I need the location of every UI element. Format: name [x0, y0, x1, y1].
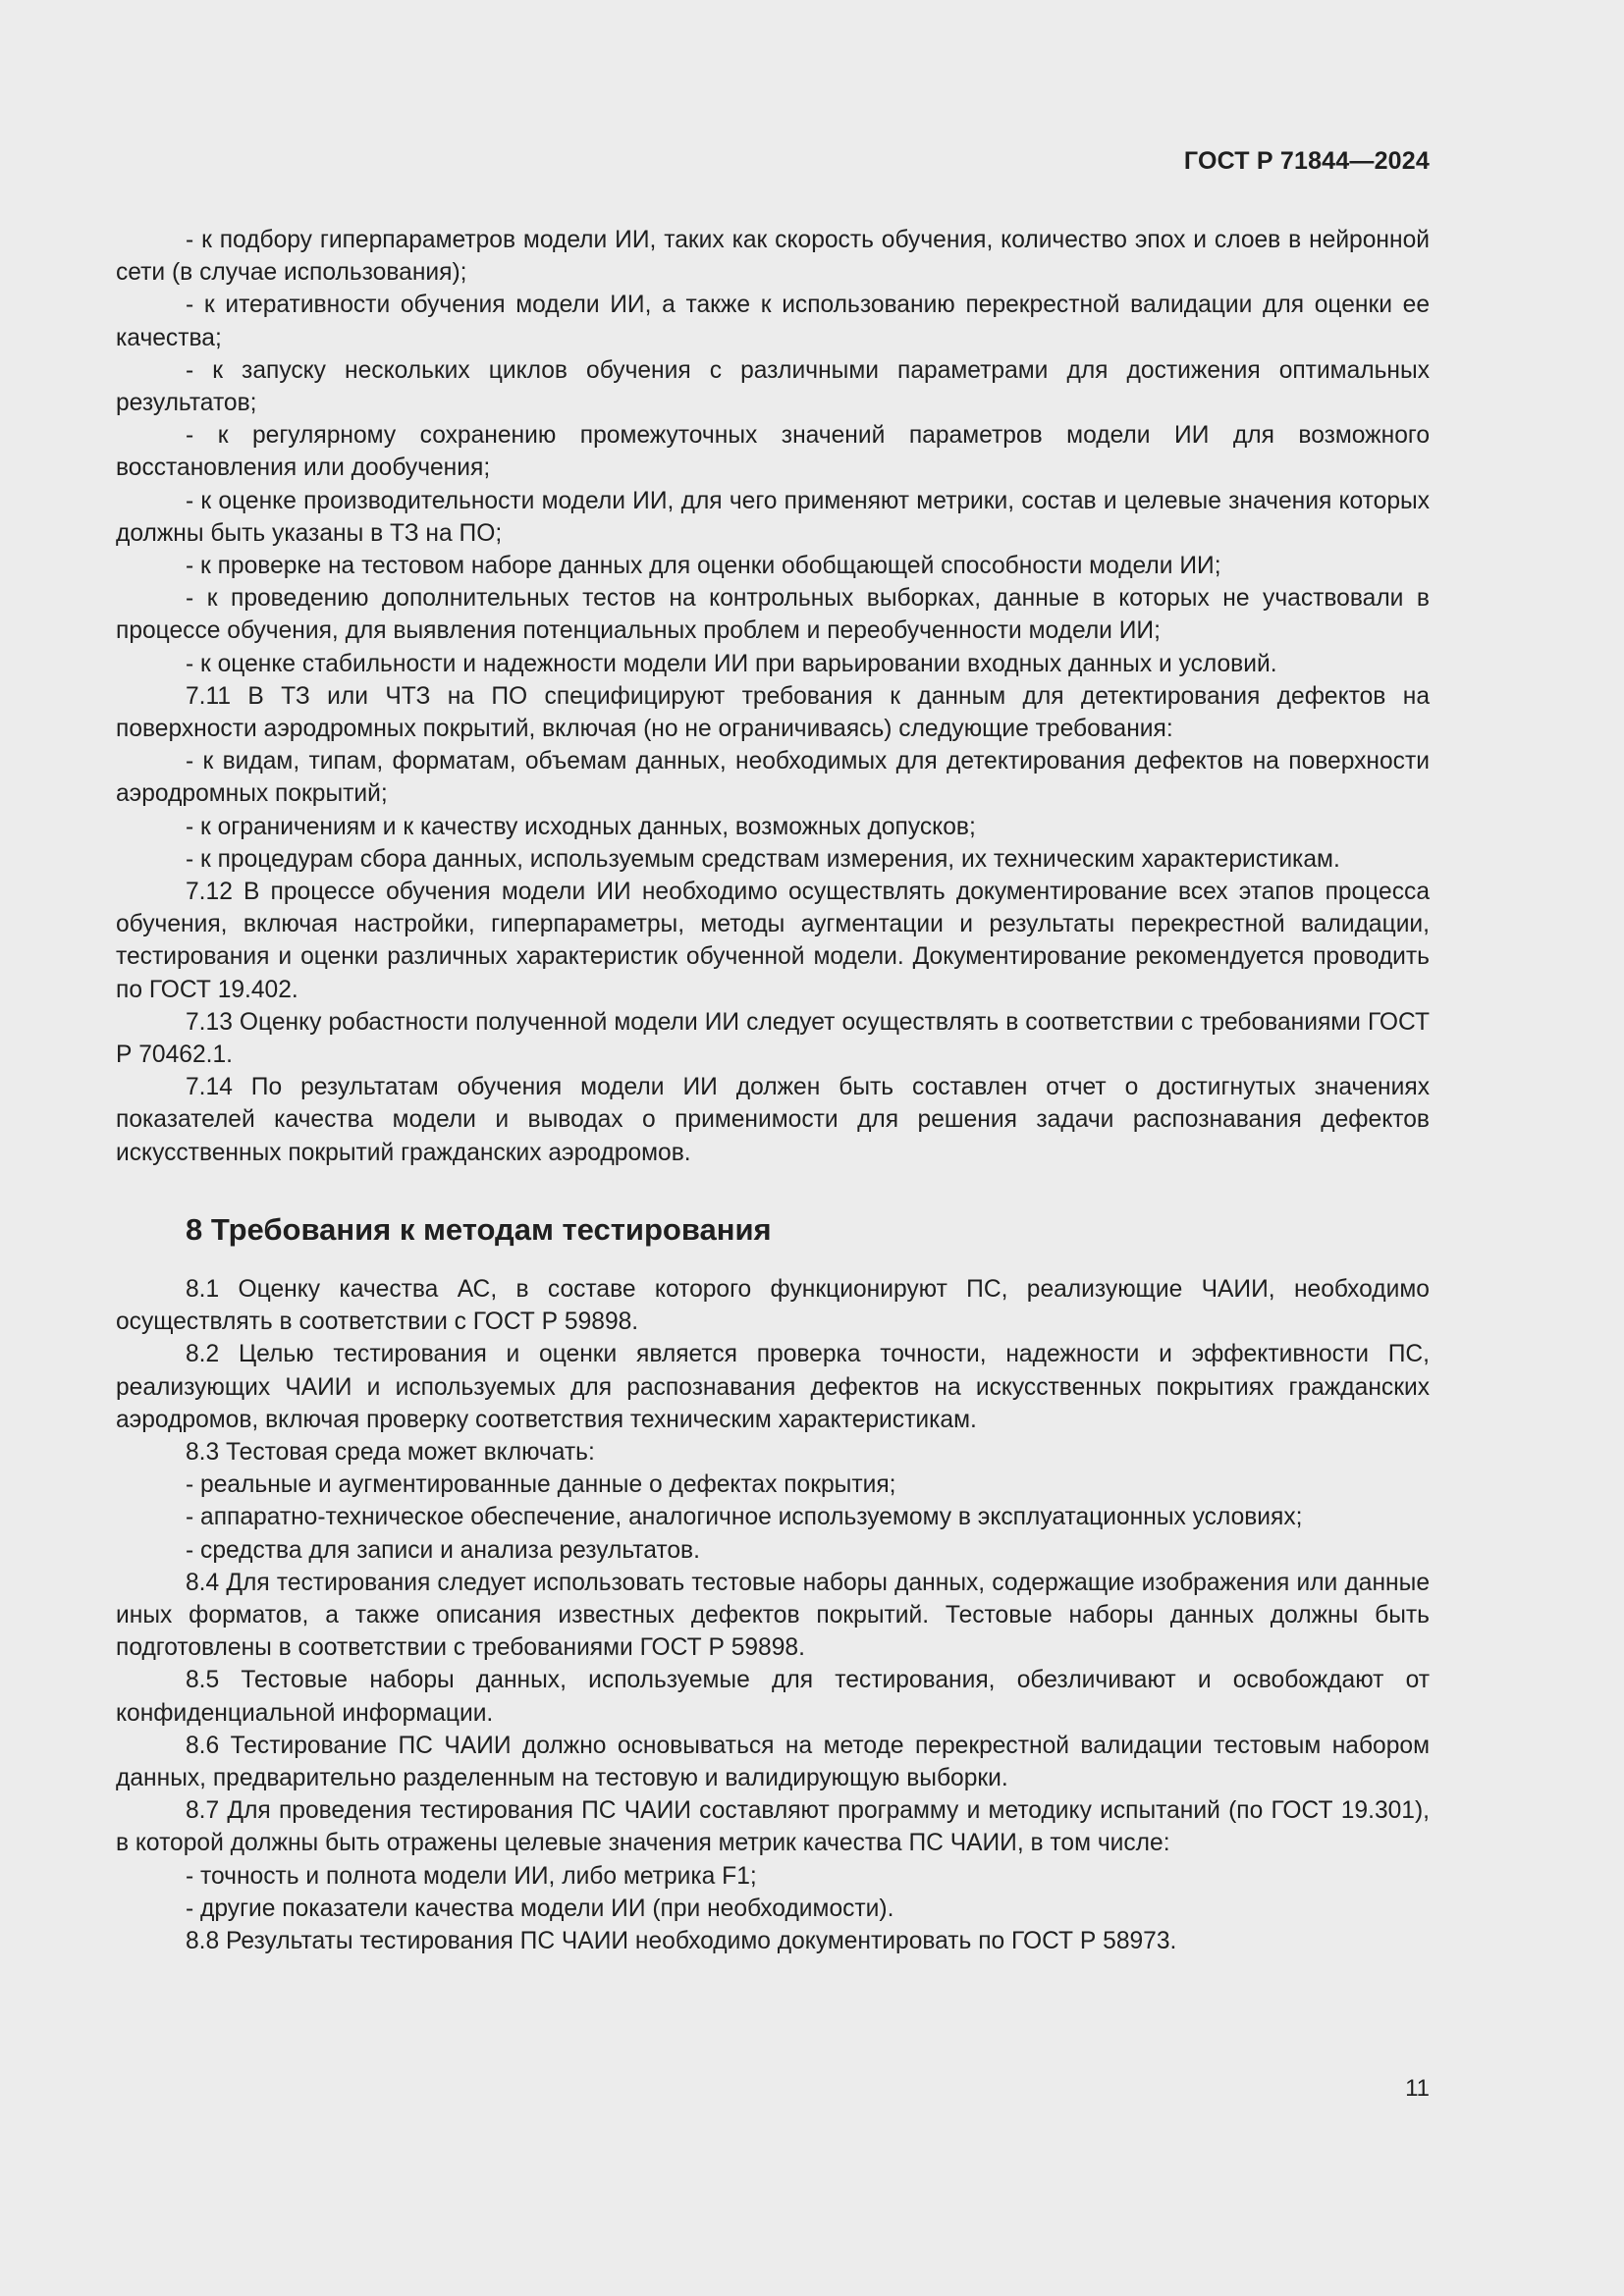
- paragraph: - к ограничениям и к качеству исходных данных, возможных допусков;: [186, 813, 976, 840]
- paragraph: 8.7 Для проведения тестирования ПС ЧАИИ составляют программу и методику испытаний (по ГОСТ 19.301), в которой должны быть отражены целевые значения метрик качества ПС ЧАИИ, в том числе:: [116, 1797, 1430, 1857]
- paragraph: - к оценке стабильности и надежности модели ИИ при варьировании входных данных и условий.: [186, 650, 1277, 677]
- paragraph: 7.11 В ТЗ или ЧТЗ на ПО специфицируют требования к данным для детектирования дефектов на поверхности аэродромных покрытий, включая (но не ограничиваясь) следующие требования:: [116, 682, 1430, 743]
- document-body: [116, 224, 1430, 1957]
- paragraph: - к видам, типам, форматам, объемам данных, необходимых для детектирования дефектов на поверхности аэродромных покрытий;: [116, 748, 1430, 808]
- paragraph: 8.8 Результаты тестирования ПС ЧАИИ необходимо документировать по ГОСТ Р 58973.: [186, 1927, 1177, 1954]
- paragraph: 8.5 Тестовые наборы данных, используемые для тестирования, обезличивают и освобождают от конфиденциальной информации.: [116, 1667, 1430, 1727]
- paragraph: - к регулярному сохранению промежуточных значений параметров модели ИИ для возможного восстановления или дообучения;: [116, 422, 1430, 482]
- paragraph: 8.2 Целью тестирования и оценки является проверка точности, надежности и эффективности ПС, реализующих ЧАИИ и используемых для распознавания дефектов на искусственных покрытиях гражданских аэродромов, включая проверку соответствия техническим характеристикам.: [116, 1341, 1430, 1433]
- paragraph: - к проверке на тестовом наборе данных для оценки обобщающей способности модели ИИ;: [186, 553, 1221, 580]
- paragraph: 8.4 Для тестирования следует использовать тестовые наборы данных, содержащие изображения или данные иных форматов, а также описания известных дефектов покрытий. Тестовые наборы данных должны быть подготовлены в соответствии с требованиями ГОСТ Р 59898.: [116, 1569, 1430, 1662]
- paragraph: - к процедурам сбора данных, используемым средствам измерения, их техническим характеристикам.: [186, 845, 1340, 873]
- section-heading: 8 Требования к методам тестирования: [186, 1211, 772, 1247]
- paragraph: - аппаратно-техническое обеспечение, аналогичное используемому в эксплуатационных условиях;: [186, 1504, 1303, 1531]
- paragraph: - другие показатели качества модели ИИ (при необходимости).: [186, 1895, 894, 1922]
- paragraph: 7.12 В процессе обучения модели ИИ необходимо осуществлять документирование всех этапов процесса обучения, включая настройки, гиперпараметры, методы аугментации и результаты перекрестной валидации, тестирования и оценки различных характеристик обученной модели. Документирование рекомендуется проводить по ГОСТ 19.402.: [116, 879, 1430, 1003]
- paragraph: 8.1 Оценку качества АС, в составе которого функционируют ПС, реализующие ЧАИИ, необходимо осуществлять в соответствии с ГОСТ Р 59898.: [116, 1275, 1430, 1336]
- page-number: 11: [1405, 2075, 1430, 2102]
- paragraph: - к запуску нескольких циклов обучения с различными параметрами для достижения оптимальных результатов;: [116, 356, 1430, 417]
- paragraph: - к проведению дополнительных тестов на контрольных выборках, данные в которых не участвовали в процессе обучения, для выявления потенциальных проблем и переобученности модели ИИ;: [116, 585, 1430, 645]
- paragraph: - к оценке производительности модели ИИ, для чего применяют метрики, состав и целевые значения которых должны быть указаны в ТЗ на ПО;: [116, 487, 1430, 547]
- paragraph: - к подбору гиперпараметров модели ИИ, таких как скорость обучения, количество эпох и слоев в нейронной сети (в случае использования);: [116, 227, 1430, 287]
- paragraph: - реальные и аугментированные данные о дефектах покрытия;: [186, 1471, 896, 1499]
- paragraph: 8.3 Тестовая среда может включать:: [186, 1438, 595, 1466]
- paragraph: 8.6 Тестирование ПС ЧАИИ должно основываться на методе перекрестной валидации тестовым набором данных, предварительно разделенным на тестовую и валидирующую выборки.: [116, 1732, 1430, 1791]
- paragraph: - средства для записи и анализа результатов.: [186, 1536, 700, 1564]
- paragraph: - к итеративности обучения модели ИИ, а также к использованию перекрестной валидации для оценки ее качества;: [116, 292, 1430, 351]
- paragraph: 7.14 По результатам обучения модели ИИ должен быть составлен отчет о достигнутых значениях показателей качества модели и выводах о применимости для решения задачи распознавания дефектов искусственных покрытий гражданских аэродромов.: [116, 1074, 1430, 1166]
- document-header: ГОСТ Р 71844—2024: [1183, 147, 1430, 175]
- paragraph: - точность и полнота модели ИИ, либо метрика F1;: [186, 1862, 757, 1890]
- paragraph: 7.13 Оценку робастности полученной модели ИИ следует осуществлять в соответствии с требованиями ГОСТ Р 70462.1.: [116, 1008, 1430, 1069]
